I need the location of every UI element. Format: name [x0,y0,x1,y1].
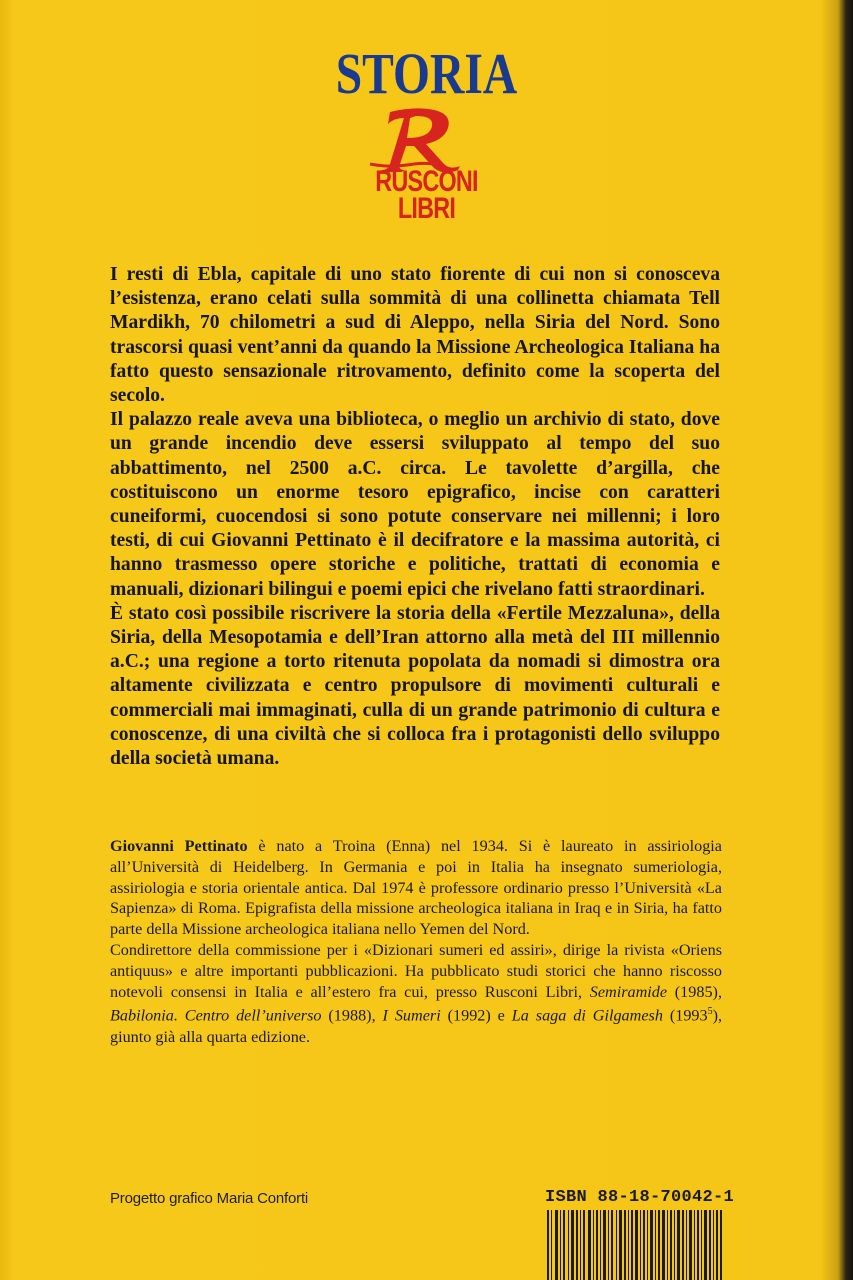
bio-year-4: (1993 [662,1006,708,1025]
bio-p2-end: ), giunto già alla quarta edizione. [110,1006,723,1046]
isbn-label: ISBN 88-18-70042-1 [545,1188,735,1207]
bio-p1-text: è nato a Troina (Enna) nel 1934. Si è laureato in assiriologia all’Università di Heidelberg. In Germania e poi in Italia ha insegnato sumeriologia, assiriologia e storia orientale antica. Dal 1974 è professore ordinario presso l’Università «La Sapienza» di Roma. Epigrafista della missione archeologica italiana in Iraq e in Siria, ha fatto parte della Missione archeologica italiana nello Yemen del Nord. [110,837,722,939]
design-credit: Progetto grafico Maria Conforti [110,1190,309,1207]
bio-year-4-sup: 5 [707,1006,713,1018]
author-biography [110,836,722,1047]
book-blurb [110,263,720,771]
bio-p2-intro: Condirettore della commissione per i «Dizionari sumeri ed assiri», dirige la rivista «Oriens antiquus» e altre importanti pubblicazioni. Ha pubblicato studi storici che hanno riscosso notevoli consensi in Italia e all’estero fra cui, presso Rusconi Libri, [110,940,722,1001]
barcode-icon [547,1210,722,1280]
bio-paragraph-2 [110,940,722,1047]
bio-year-1: (1985), [667,982,722,1001]
bio-year-3: (1992) e [440,1006,512,1025]
bio-paragraph-1 [110,836,722,940]
blurb-paragraph-3: È stato così possibile riscrivere la storia della «Fertile Mezzaluna», della Siria, della Mesopotamia e dell’Iran attorno alla metà del III millennio a.C.; una regione a torto ritenuta popolata da nomadi si dimostra ora altamente civilizzata e centro propulsore di movimenti culturali e commerciali mai immaginati, culla di un grande patrimonio di cultura e conoscenze, di una civiltà che si colloca fra i protagonisti dello sviluppo della società umana. [110,602,720,770]
book-title-sumeri: I Sumeri [382,1006,441,1025]
publisher-logo-r-icon [360,104,470,174]
blurb-paragraph-1: I resti di Ebla, capitale di uno stato fiorente di cui non si conosceva l’esistenza, erano celati sulla sommità di una collinetta chiamata Tell Mardikh, 70 chilometri a sud di Aleppo, nella Siria del Nord. Sono trascorsi quasi vent’anni da quando la Missione Archeologica Italiana ha fatto questo sensazionale ritrovamento, definito come la scoperta del secolo. [110,264,720,407]
book-title-semiramide: Semiramide [589,982,668,1001]
author-name: Giovanni Pettinato [110,837,248,855]
series-title: STORIA [335,41,518,106]
blurb-paragraph-2: Il palazzo reale aveva una biblioteca, o meglio un archivio di stato, dove un grande incendio deve essersi sviluppato al tempo del suo abbattimento, nel 2500 a.C. circa. Le tavolette d’argilla, che costituiscono un enorme tesoro epigrafico, incise con caratteri cuneiformi, cuocendosi si sono potute conservare nei millenni; i loro testi, di cui Giovanni Pettinato è il decifratore e la massima autorità, ci hanno trasmesso opere storiche e politiche, trattati di economia e manuali, dizionari bilingui e poemi epici che rivelano fatti straordinari. [110,409,720,600]
publisher-line-2: LIBRI [397,192,456,225]
publisher-line-1: RUSCONI [375,165,478,198]
bio-year-2: (1988), [321,1006,383,1025]
book-title-gilgamesh: La saga di Gilgamesh [511,1006,663,1025]
publisher-name [94,165,759,225]
book-title-babilonia: Babilonia. Centro dell’universo [110,1006,322,1025]
